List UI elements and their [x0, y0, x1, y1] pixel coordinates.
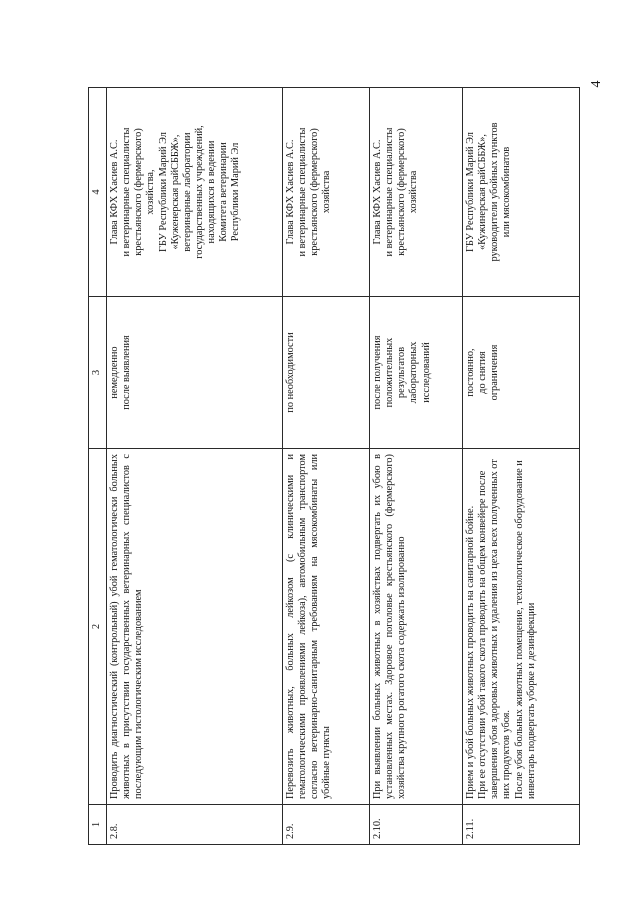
responsible-cell [283, 88, 370, 297]
header-cell-4: 4 [89, 88, 107, 297]
row-number: 2.10. [370, 805, 463, 845]
responsible-line: «Кужинерская райСББЖ», [477, 133, 489, 251]
measure-text [370, 449, 463, 805]
row-number: 2.11. [463, 805, 580, 845]
deadline-cell [463, 297, 580, 449]
measure-text-line: При выявлении больных животных в хозяйствах подвергать их убою в установленных местах. Здоровое поголовье крестьянского (фермерского) хозяйства крупного рогатого скота содержать изолированно [372, 454, 408, 799]
responsible-line: хозяйства, [145, 169, 157, 215]
deadline-line: ограничения [489, 344, 501, 401]
responsible-line: Глава КФХ Хасиев А.С. [372, 139, 383, 245]
table-row [463, 88, 580, 845]
table-header-row [89, 88, 107, 845]
deadline-line: после выявления [121, 335, 133, 410]
header-cell-1: 1 [89, 805, 107, 845]
responsible-line: и ветеринарные специалисты [121, 127, 133, 257]
deadline-line: по необходимости [285, 332, 296, 413]
deadline-line: постоянно, [465, 348, 476, 397]
responsible-line: ГБУ Республики Марий Эл [465, 132, 476, 252]
deadline-cell [283, 297, 370, 449]
responsible-cell [107, 88, 283, 297]
responsible-line: крестьянского (фермерского) [309, 128, 321, 256]
deadline-line: лабораторных [408, 341, 420, 404]
deadline-line: до снятия [477, 351, 489, 394]
responsible-cell [370, 88, 463, 297]
deadline-line: исследований [420, 342, 432, 403]
responsible-line: государственных учреждений, [193, 125, 205, 259]
row-number: 2.9. [283, 805, 370, 845]
deadline-line: немедленно [109, 346, 120, 399]
responsible-line: или мясокомбинатов [501, 146, 513, 238]
header-cell-3: 3 [89, 297, 107, 449]
responsible-line: руководители убойных пунктов [489, 122, 501, 262]
measure-text-line: Проводить диагностический (контрольный) убой гематологически больных животных в присутствии государственных ветеринарных специалистов с последующим гистологическим исследованием [109, 454, 145, 799]
responsible-line: крестьянского (фермерского) [396, 128, 408, 256]
responsible-line: Республики Марий Эл [230, 142, 242, 242]
page-number: 4 [589, 80, 604, 88]
responsible-line: Глава КФХ Хасиев А.С. [285, 139, 296, 245]
deadline-cell [107, 297, 283, 449]
deadline-cell [370, 297, 463, 449]
deadline-line: положительных [384, 337, 396, 408]
header-cell-2: 2 [89, 449, 107, 805]
measure-text-line: После убоя больных животных помещение, технологическое оборудование и инвентарь подвергать уборке и дезинфекции [513, 460, 537, 799]
responsible-line: «Куженерская райСББЖ», [169, 134, 181, 250]
row-number: 2.8. [107, 805, 283, 845]
measures-table [88, 87, 580, 845]
responsible-line: Глава КФХ Хасиев А.С. [109, 139, 120, 245]
responsible-line: Комитета ветеринарии [218, 142, 230, 242]
measure-text [463, 449, 580, 805]
deadline-line: после получения [372, 335, 383, 410]
responsible-line: и ветеринарные специалисты [384, 127, 396, 257]
responsible-line: ветеринарные лаборатории [181, 132, 193, 252]
deadline-line: результатов [396, 346, 408, 399]
responsible-line: хозяйства [321, 170, 333, 214]
responsible-line: хозяйства [408, 170, 420, 214]
measure-text-line: Перевозить животных, больных лейкозом (с клиническими и гематологическими проявлениями лейкоза), автомобильным транспортом согласно ветеринарно-санитарным требованиям на мясокомбинаты или убойные пункты [285, 454, 333, 799]
responsible-cell [463, 88, 580, 297]
responsible-line: крестьянского (фермерского) [133, 128, 145, 256]
measure-text [283, 449, 370, 805]
table-row [107, 88, 283, 845]
table-row [283, 88, 370, 845]
rotated-table-container [88, 88, 568, 845]
responsible-line: и ветеринарные специалисты [297, 127, 309, 257]
responsible-line: находящихся в ведении [206, 140, 218, 244]
measure-text-line: Прием и убой больных животных проводить на санитарной бойне. [465, 505, 476, 799]
measure-text-line: При ее отсутствии убой такого скота проводить на общем конвейере после завершения убоя здоровых животных и удаления из цеха всех полученных от них продуктов убоя. [477, 459, 513, 799]
table-row [370, 88, 463, 845]
measure-text [107, 449, 283, 805]
responsible-line: ГБУ Республики Марий Эл [157, 132, 169, 252]
